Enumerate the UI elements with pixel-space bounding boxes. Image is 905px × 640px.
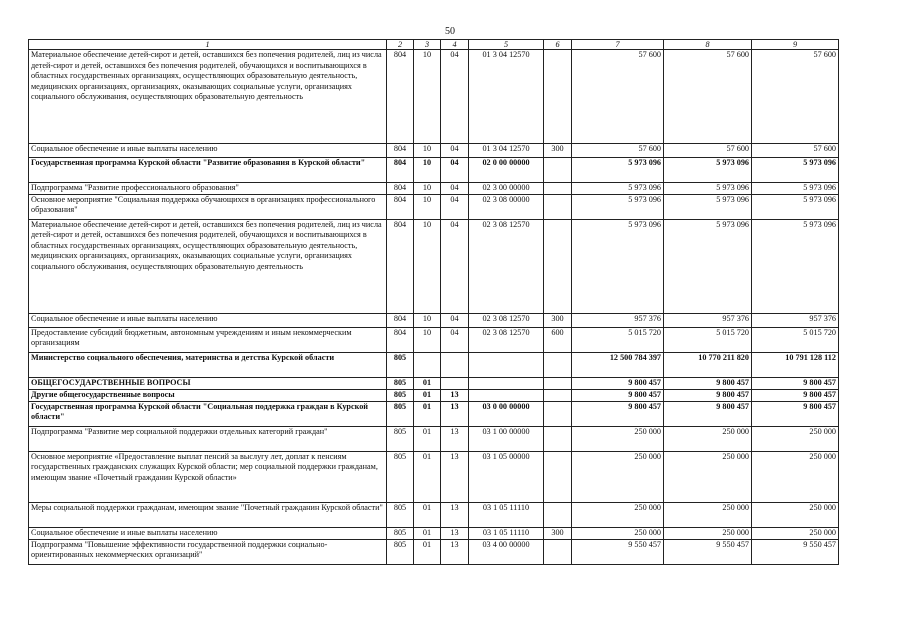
section-code: 10 <box>414 313 441 327</box>
section-code: 01 <box>414 451 441 502</box>
ministry-code: 805 <box>387 426 414 451</box>
subsection-code: 04 <box>441 194 469 219</box>
subsection-code: 13 <box>441 426 469 451</box>
expense-code: 600 <box>544 327 572 352</box>
subsection-code: 04 <box>441 313 469 327</box>
amount-year-1: 9 800 457 <box>572 389 664 401</box>
row-name: Социальное обеспечение и иные выплаты населению <box>29 527 387 539</box>
amount-year-2: 10 770 211 820 <box>664 352 752 377</box>
expense-code <box>544 352 572 377</box>
target-code: 02 3 00 00000 <box>469 183 544 195</box>
ministry-code: 805 <box>387 352 414 377</box>
row-name: Подпрограмма "Развитие профессионального образования" <box>29 183 387 195</box>
amount-year-3: 5 973 096 <box>752 158 839 183</box>
amount-year-2: 9 800 457 <box>664 389 752 401</box>
amount-year-1: 5 973 096 <box>572 219 664 313</box>
section-code: 10 <box>414 144 441 158</box>
ministry-code: 805 <box>387 401 414 426</box>
row-name: Меры социальной поддержки гражданам, имеющим звание "Почетный гражданин Курской области" <box>29 502 387 527</box>
expense-code <box>544 377 572 389</box>
amount-year-1: 5 973 096 <box>572 194 664 219</box>
amount-year-3: 9 800 457 <box>752 401 839 426</box>
amount-year-1: 250 000 <box>572 502 664 527</box>
amount-year-1: 57 600 <box>572 144 664 158</box>
ministry-code: 804 <box>387 158 414 183</box>
table-row <box>29 194 839 219</box>
amount-year-3: 250 000 <box>752 451 839 502</box>
subsection-code: 04 <box>441 219 469 313</box>
amount-year-2: 957 376 <box>664 313 752 327</box>
amount-year-2: 5 973 096 <box>664 219 752 313</box>
ministry-code: 805 <box>387 539 414 564</box>
amount-year-2: 250 000 <box>664 527 752 539</box>
expense-code <box>544 219 572 313</box>
table-row <box>29 219 839 313</box>
column-header: 9 <box>752 40 839 50</box>
table-row <box>29 50 839 144</box>
ministry-code: 804 <box>387 194 414 219</box>
table-row <box>29 144 839 158</box>
section-code: 01 <box>414 389 441 401</box>
ministry-code: 804 <box>387 327 414 352</box>
expense-code <box>544 194 572 219</box>
amount-year-1: 250 000 <box>572 426 664 451</box>
amount-year-2: 9 800 457 <box>664 377 752 389</box>
amount-year-1: 250 000 <box>572 451 664 502</box>
amount-year-1: 250 000 <box>572 527 664 539</box>
amount-year-2: 57 600 <box>664 50 752 144</box>
target-code: 01 3 04 12570 <box>469 144 544 158</box>
table-row <box>29 539 839 564</box>
amount-year-1: 5 973 096 <box>572 183 664 195</box>
amount-year-1: 9 550 457 <box>572 539 664 564</box>
amount-year-2: 5 973 096 <box>664 194 752 219</box>
amount-year-3: 5 973 096 <box>752 219 839 313</box>
expense-code <box>544 50 572 144</box>
ministry-code: 805 <box>387 389 414 401</box>
section-code: 01 <box>414 377 441 389</box>
amount-year-2: 250 000 <box>664 451 752 502</box>
amount-year-3: 9 800 457 <box>752 389 839 401</box>
table-row <box>29 502 839 527</box>
target-code <box>469 352 544 377</box>
row-name: Социальное обеспечение и иные выплаты населению <box>29 313 387 327</box>
section-code: 10 <box>414 158 441 183</box>
column-header: 7 <box>572 40 664 50</box>
target-code: 03 0 00 00000 <box>469 401 544 426</box>
table-row <box>29 352 839 377</box>
subsection-code: 13 <box>441 527 469 539</box>
amount-year-2: 9 800 457 <box>664 401 752 426</box>
target-code: 02 0 00 00000 <box>469 158 544 183</box>
section-code: 10 <box>414 50 441 144</box>
subsection-code <box>441 352 469 377</box>
amount-year-1: 957 376 <box>572 313 664 327</box>
amount-year-1: 9 800 457 <box>572 377 664 389</box>
target-code: 03 1 05 11110 <box>469 527 544 539</box>
amount-year-1: 57 600 <box>572 50 664 144</box>
row-name: Подпрограмма "Развитие мер социальной поддержки отдельных категорий граждан" <box>29 426 387 451</box>
subsection-code <box>441 377 469 389</box>
table-row <box>29 183 839 195</box>
amount-year-1: 5 015 720 <box>572 327 664 352</box>
table-row <box>29 158 839 183</box>
row-name: Государственная программа Курской области "Социальная поддержка граждан в Курской области" <box>29 401 387 426</box>
ministry-code: 804 <box>387 50 414 144</box>
subsection-code: 04 <box>441 158 469 183</box>
amount-year-3: 5 973 096 <box>752 194 839 219</box>
target-code: 03 1 05 11110 <box>469 502 544 527</box>
amount-year-2: 5 973 096 <box>664 158 752 183</box>
target-code: 02 3 08 12570 <box>469 313 544 327</box>
row-name: Министерство социального обеспечения, материнства и детства Курской области <box>29 352 387 377</box>
amount-year-2: 250 000 <box>664 502 752 527</box>
target-code: 03 1 05 00000 <box>469 451 544 502</box>
table-row <box>29 377 839 389</box>
subsection-code: 04 <box>441 183 469 195</box>
table-header-row <box>29 40 839 50</box>
column-header: 8 <box>664 40 752 50</box>
target-code: 02 3 08 12570 <box>469 219 544 313</box>
subsection-code: 13 <box>441 539 469 564</box>
ministry-code: 804 <box>387 219 414 313</box>
target-code: 02 3 08 00000 <box>469 194 544 219</box>
amount-year-1: 5 973 096 <box>572 158 664 183</box>
target-code: 02 3 08 12570 <box>469 327 544 352</box>
section-code: 10 <box>414 194 441 219</box>
amount-year-1: 12 500 784 397 <box>572 352 664 377</box>
subsection-code: 04 <box>441 327 469 352</box>
row-name: Материальное обеспечение детей-сирот и детей, оставшихся без попечения родителей, лиц из числа детей-сирот и детей, оставшихся без попечения родителей, обучающихся и воспитывающихся в областных государственных организациях, осуществляющих образовательную деятельность, медицинских организациях, организациях, оказывающих социальные услуги, организациях социального обслуживания, осуществляющих образовательную деятельность <box>29 50 387 144</box>
subsection-code: 13 <box>441 451 469 502</box>
row-name: Основное мероприятие "Социальная поддержка обучающихся в организациях профессионального образования" <box>29 194 387 219</box>
target-code <box>469 389 544 401</box>
expense-code <box>544 183 572 195</box>
ministry-code: 805 <box>387 527 414 539</box>
amount-year-3: 957 376 <box>752 313 839 327</box>
table-row <box>29 401 839 426</box>
amount-year-2: 9 550 457 <box>664 539 752 564</box>
table-row <box>29 527 839 539</box>
row-name: ОБЩЕГОСУДАРСТВЕННЫЕ ВОПРОСЫ <box>29 377 387 389</box>
row-name: Другие общегосударственные вопросы <box>29 389 387 401</box>
table-row <box>29 313 839 327</box>
amount-year-2: 5 015 720 <box>664 327 752 352</box>
expense-code <box>544 158 572 183</box>
expense-code <box>544 451 572 502</box>
amount-year-3: 57 600 <box>752 50 839 144</box>
amount-year-3: 9 800 457 <box>752 377 839 389</box>
amount-year-3: 5 015 720 <box>752 327 839 352</box>
subsection-code: 13 <box>441 502 469 527</box>
expense-code <box>544 502 572 527</box>
table-row <box>29 327 839 352</box>
amount-year-1: 9 800 457 <box>572 401 664 426</box>
expense-code: 300 <box>544 527 572 539</box>
section-code: 10 <box>414 219 441 313</box>
subsection-code: 04 <box>441 144 469 158</box>
amount-year-3: 9 550 457 <box>752 539 839 564</box>
row-name: Государственная программа Курской области "Развитие образования в Курской области" <box>29 158 387 183</box>
section-code <box>414 352 441 377</box>
row-name: Предоставление субсидий бюджетным, автономным учреждениям и иным некоммерческим организациям <box>29 327 387 352</box>
ministry-code: 804 <box>387 183 414 195</box>
ministry-code: 805 <box>387 377 414 389</box>
row-name: Социальное обеспечение и иные выплаты населению <box>29 144 387 158</box>
target-code: 03 1 00 00000 <box>469 426 544 451</box>
section-code: 01 <box>414 527 441 539</box>
table-row <box>29 426 839 451</box>
row-name: Основное мероприятие «Предоставление выплат пенсий за выслугу лет, доплат к пенсиям государственных гражданских служащих Курской области; мер социальной поддержки гражданам, имеющим звание «Почетный гражданин Курской области» <box>29 451 387 502</box>
table-row <box>29 389 839 401</box>
expense-code <box>544 539 572 564</box>
budget-table <box>28 39 839 565</box>
amount-year-3: 250 000 <box>752 527 839 539</box>
target-code: 03 4 00 00000 <box>469 539 544 564</box>
amount-year-2: 250 000 <box>664 426 752 451</box>
column-header: 5 <box>469 40 544 50</box>
expense-code <box>544 401 572 426</box>
ministry-code: 804 <box>387 313 414 327</box>
expense-code: 300 <box>544 144 572 158</box>
section-code: 01 <box>414 401 441 426</box>
target-code <box>469 377 544 389</box>
amount-year-3: 10 791 128 112 <box>752 352 839 377</box>
section-code: 01 <box>414 539 441 564</box>
row-name: Подпрограмма "Повышение эффективности государственной поддержки социально-ориентированных некоммерческих организаций" <box>29 539 387 564</box>
column-header: 1 <box>29 40 387 50</box>
subsection-code: 13 <box>441 401 469 426</box>
row-name: Материальное обеспечение детей-сирот и детей, оставшихся без попечения родителей, лиц из числа детей-сирот и детей, оставшихся без попечения родителей, обучающихся и воспитывающихся в областных государственных организациях, осуществляющих образовательную деятельность, медицинских организациях, организациях, оказывающих социальные услуги, организациях социального обслуживания, осуществляющих образовательную деятельность <box>29 219 387 313</box>
subsection-code: 13 <box>441 389 469 401</box>
expense-code: 300 <box>544 313 572 327</box>
target-code: 01 3 04 12570 <box>469 50 544 144</box>
expense-code <box>544 389 572 401</box>
page-number: 50 <box>445 26 455 37</box>
column-header: 6 <box>544 40 572 50</box>
subsection-code: 04 <box>441 50 469 144</box>
column-header: 3 <box>414 40 441 50</box>
section-code: 01 <box>414 426 441 451</box>
amount-year-3: 5 973 096 <box>752 183 839 195</box>
table-row <box>29 451 839 502</box>
amount-year-3: 57 600 <box>752 144 839 158</box>
section-code: 10 <box>414 183 441 195</box>
amount-year-3: 250 000 <box>752 426 839 451</box>
amount-year-3: 250 000 <box>752 502 839 527</box>
expense-code <box>544 426 572 451</box>
column-header: 2 <box>387 40 414 50</box>
ministry-code: 805 <box>387 502 414 527</box>
section-code: 01 <box>414 502 441 527</box>
ministry-code: 804 <box>387 144 414 158</box>
column-header: 4 <box>441 40 469 50</box>
amount-year-2: 57 600 <box>664 144 752 158</box>
ministry-code: 805 <box>387 451 414 502</box>
amount-year-2: 5 973 096 <box>664 183 752 195</box>
section-code: 10 <box>414 327 441 352</box>
